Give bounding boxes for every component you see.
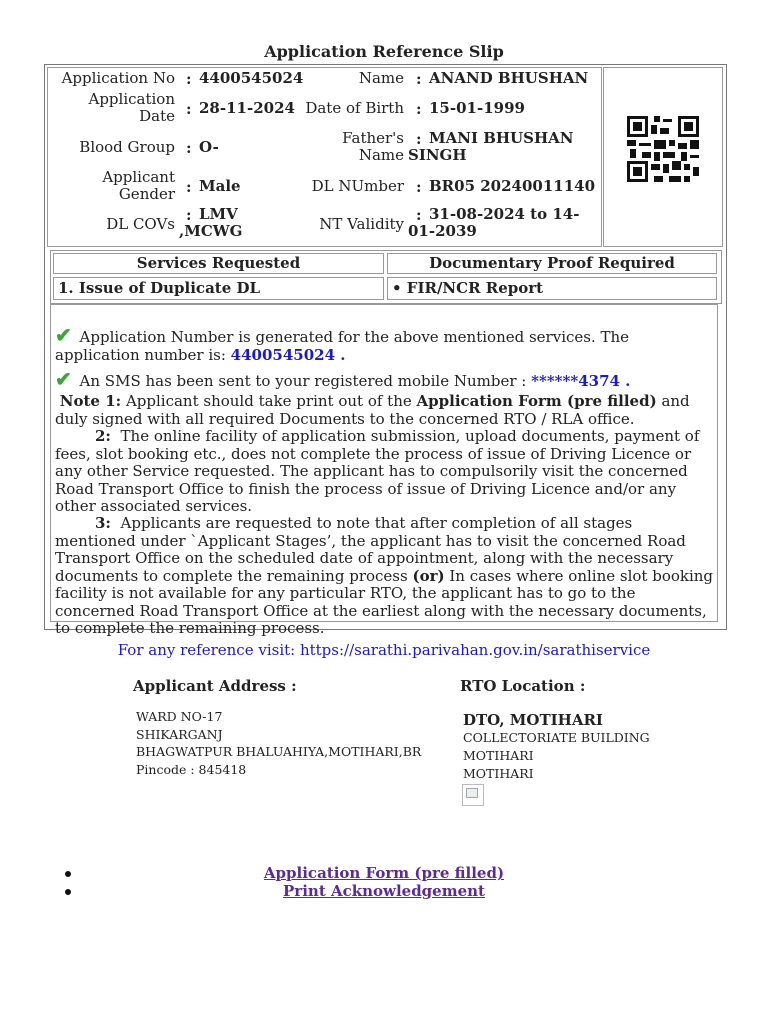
rto-address-line: MOTIHARI [463,748,534,763]
dl-number-value: BR05 20240011140 [429,177,596,195]
application-no-value: 4400545024 [199,69,304,87]
check-mark-icon: ✔ [55,367,72,391]
note-2: 2: The online facility of application submission, upload documents, payment of fees, slot booking etc., does not complete the process of issue of Driving Licence or any other Service requested. The applicant has to compulsorily visit the concerned Road Transport Office to finish the process of issue of Driving Licence and/or any other associated services. [55,427,700,515]
nt-validity-value: 31-08-2024 to 14-01-2039 [408,205,580,240]
reference-link-text: For any reference visit: https://sarathi.parivahan.gov.in/sarathiservice [117,641,651,659]
broken-image-icon [462,784,484,806]
colon: : [186,206,192,224]
application-number-highlight: 4400545024 . [230,345,346,364]
dl-number-label: DL NUmber [311,177,404,195]
gender-label: Applicant Gender [102,168,175,203]
list-item [0,864,768,882]
note-1: Note 1: Applicant should take print out of the Application Form (pre filled) and duly signed with all required Documents to the concerned RTO / RLA office. [55,392,690,428]
rto-address-line: MOTIHARI [463,766,534,781]
dl-covs-label: DL COVs [106,215,175,233]
proof-item: • FIR/NCR Report [387,277,717,300]
address-line: WARD NO-17 [136,709,223,724]
bullet-icon [65,889,71,895]
father-name-value: MANI BHUSHAN SINGH [408,129,574,164]
check-mark-icon: ✔ [55,323,72,347]
name-label: Name [358,69,404,87]
dl-covs-value: LMV ,MCWG [179,205,243,240]
colon: : [416,206,422,224]
colon: : [186,139,192,157]
pincode: Pincode : 845418 [136,762,247,777]
application-date-value: 28-11-2024 [199,99,295,117]
page-title: Application Reference Slip [264,42,504,61]
qr-code-cell [603,67,723,247]
note-3: 3: Applicants are requested to note that after completion of all stages mentioned under `Applicant Stages’, the applicant has to visit the concerned Road Transport Office on the scheduled date of appointment, along with the necessary documents to complete the remaining process (or) In cases where online slot booking facility is not available for any particular RTO, the applicant has to go to the concerned Road Transport Office at the earliest along with the necessary documents, to complete the remaining process. [55,514,714,637]
colon: : [186,70,192,88]
colon: : [416,70,422,88]
rto-location-heading: RTO Location : [460,677,586,695]
action-links [0,864,768,900]
colon: : [416,178,422,196]
services-requested-header: Services Requested [53,253,384,274]
print-acknowledgement-link[interactable]: Print Acknowledgement [283,882,485,900]
gender-value: Male [199,177,241,195]
service-item: 1. Issue of Duplicate DL [53,277,384,300]
blood-group-value: O- [199,138,219,156]
address-line: BHAGWATPUR BHALUAHIYA,MOTIHARI,BR [136,744,422,759]
dob-value: 15-01-1999 [429,99,525,117]
blood-group-label: Blood Group [79,138,175,156]
documentary-proof-header: Documentary Proof Required [387,253,717,274]
nt-validity-label: NT Validity [319,215,404,233]
mobile-number: ******4374 . [531,372,631,390]
name-value: ANAND BHUSHAN [429,69,589,87]
dob-label: Date of Birth [305,99,404,117]
colon: : [186,100,192,118]
application-date-label: Application Date [88,90,175,125]
list-item [0,882,768,900]
application-no-label: Application No [61,69,175,87]
colon: : [186,178,192,196]
application-form-link[interactable]: Application Form (pre filled) [263,864,505,882]
notes-box [50,304,718,637]
rto-address-line: COLLECTORIATE BUILDING [463,730,650,745]
address-line: SHIKARGANJ [136,727,223,742]
father-name-label: Father's Name [342,129,404,164]
sms-note: ✔ An SMS has been sent to your registered mobile Number : ******4374 . [55,367,631,391]
rto-name: DTO, MOTIHARI [463,711,603,729]
colon: : [416,100,422,118]
application-number-note: ✔ Application Number is generated for the above mentioned services. The application number is: 4400545024 . [55,323,630,364]
qr-code-icon [627,116,699,182]
applicant-address-heading: Applicant Address : [133,677,297,695]
colon: : [416,130,422,148]
bullet-icon [65,871,71,877]
